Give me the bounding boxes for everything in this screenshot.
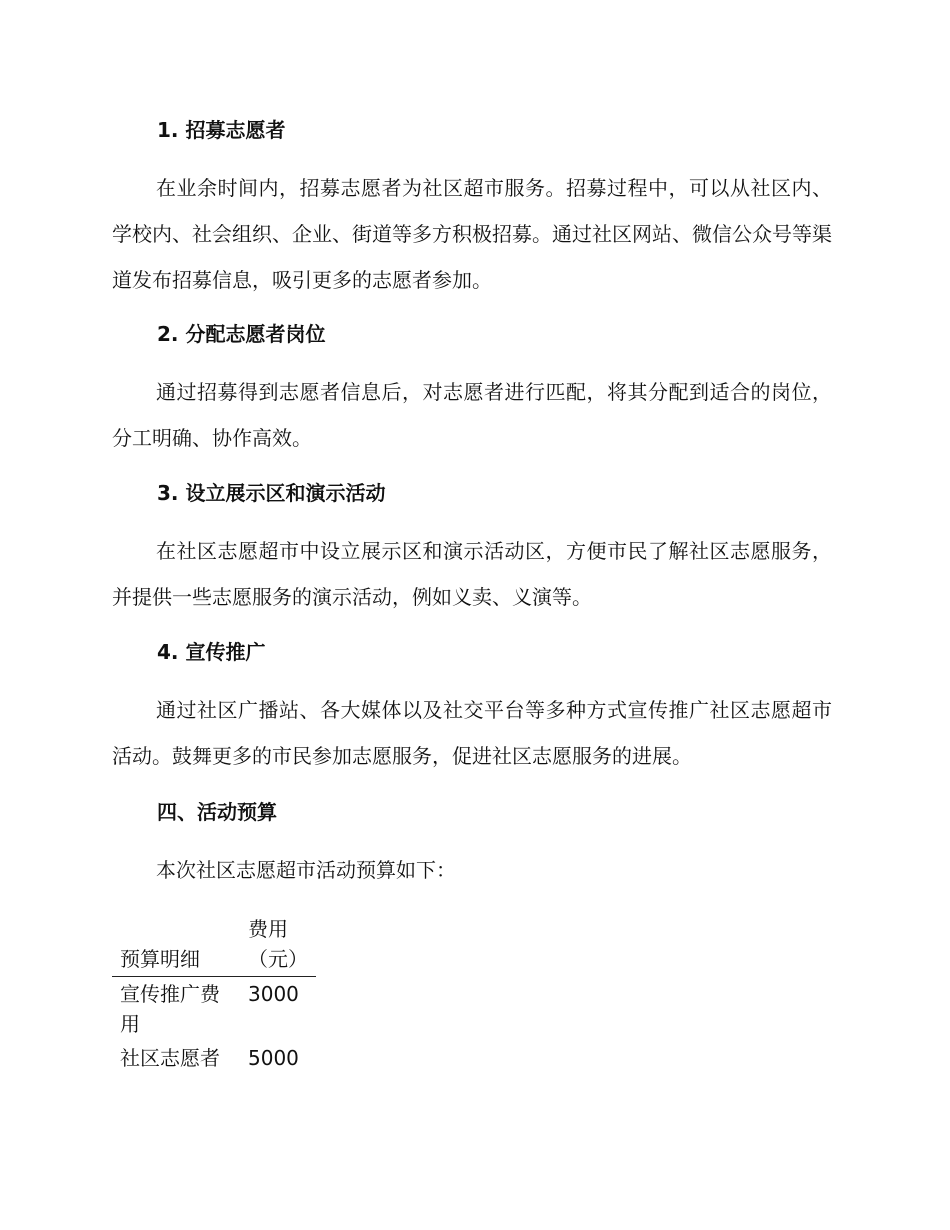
table-row [112,977,316,1042]
table-header-cell: 费用（元） [240,912,316,977]
budget-intro: 本次社区志愿超市活动预算如下： [156,858,456,882]
section-paragraph: 在社区志愿超市中设立展示区和演示活动区，方便市民了解社区志愿服务，并提供一些志愿服务的演示活动，例如义卖、义演等。 [112,539,832,609]
table-header-row [112,912,316,977]
table-cell: 3000 [248,982,299,1006]
section-paragraph: 在业余时间内，招募志愿者为社区超市服务。招募过程中，可以从社区内、学校内、社会组织、企业、街道等多方积极招募。通过社区网站、微信公众号等渠道发布招募信息，吸引更多的志愿者参加。 [112,176,832,292]
budget-table [112,912,316,1075]
section-heading: 4. 宣传推广 [157,640,266,664]
table-cell: 社区志愿者 [120,1046,220,1070]
section-heading: 2. 分配志愿者岗位 [157,322,326,346]
section-paragraph: 通过招募得到志愿者信息后，对志愿者进行匹配，将其分配到适合的岗位，分工明确、协作高效。 [112,380,832,450]
section-heading: 3. 设立展示区和演示活动 [157,481,386,505]
section-paragraph: 通过社区广播站、各大媒体以及社交平台等多种方式宣传推广社区志愿超市活动。鼓舞更多的市民参加志愿服务，促进社区志愿服务的进展。 [112,698,832,768]
section-heading: 1. 招募志愿者 [157,118,286,142]
table-row [112,1041,316,1075]
budget-heading: 四、活动预算 [157,800,277,824]
table-cell: 宣传推广费用 [120,982,220,1036]
table-header-cell: 预算明细 [112,912,240,977]
table-cell: 5000 [248,1046,299,1070]
